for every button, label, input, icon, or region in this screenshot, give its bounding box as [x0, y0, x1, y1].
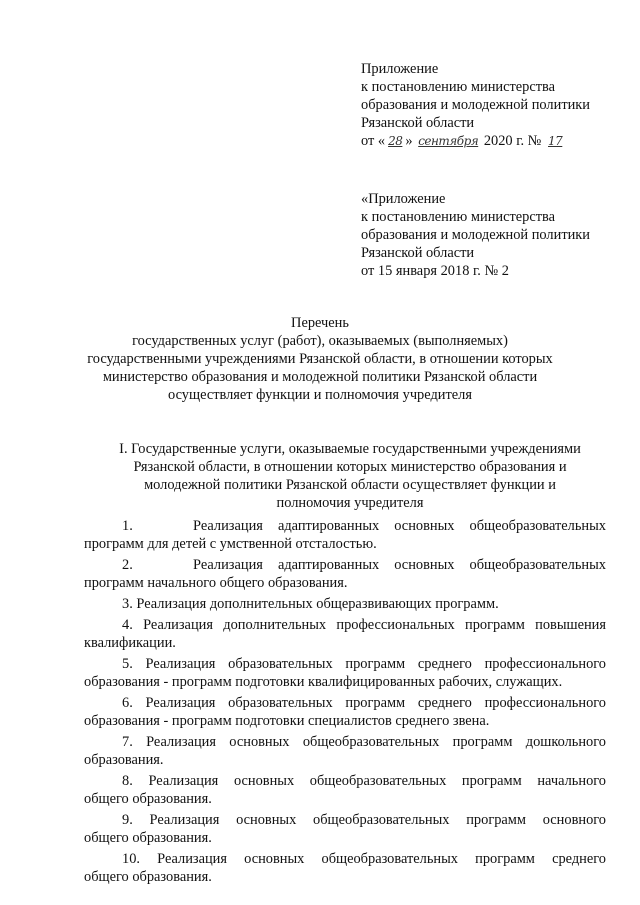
prior-appendix-line: к постановлению министерства [361, 209, 556, 225]
document-title [60, 314, 580, 404]
list-item-line: программ начального общего образования. [84, 575, 348, 591]
appendix-line: образования и молодежной политики [361, 97, 590, 113]
list-item [84, 733, 606, 769]
title-line: министерство образования и молодежной политики Рязанской области [102, 369, 538, 385]
section-line: Рязанской области, в отношении которых министерство образования и [133, 459, 567, 475]
list-item [84, 811, 606, 847]
handwritten-day: 28 [388, 134, 403, 148]
appendix-date-line [361, 132, 631, 150]
list-item-line: 8. Реализация основных общеобразовательных программ начального [122, 773, 606, 789]
prior-appendix-line: Рязанской области [361, 245, 475, 261]
prior-appendix-line: от 15 января 2018 г. № 2 [361, 263, 509, 279]
list-item-line: 3. Реализация дополнительных общеразвивающих программ. [122, 596, 499, 612]
appendix-line: Приложение [361, 61, 439, 77]
list-item-line: программ для детей с умственной отсталостью. [84, 536, 377, 552]
title-line: государственных услуг (работ), оказываемых (выполняемых) [132, 333, 508, 349]
prior-appendix-line: образования и молодежной политики [361, 227, 590, 243]
handwritten-month: сентября [418, 134, 479, 148]
list-item [84, 556, 606, 592]
list-item-line: общего образования. [84, 830, 212, 846]
section-heading [90, 440, 610, 512]
section-line: I. Государственные услуги, оказываемые государственными учреждениями [119, 441, 581, 457]
list-item-line: квалификации. [84, 635, 176, 651]
list-item-line: 7. Реализация основных общеобразовательных программ дошкольного [122, 734, 606, 750]
list-item-line: 9. Реализация основных общеобразовательных программ основного [122, 812, 606, 828]
services-list [84, 517, 606, 889]
appendix-header [361, 60, 631, 150]
appendix-line: Рязанской области [361, 115, 475, 131]
list-item [84, 772, 606, 808]
list-item [84, 655, 606, 691]
list-item [84, 850, 606, 886]
list-item-line: 5. Реализация образовательных программ среднего профессионального [122, 656, 606, 672]
list-item-line: 2. Реализация адаптированных основных общеобразовательных [122, 557, 606, 573]
appendix-line: к постановлению министерства [361, 79, 556, 95]
title-line: осуществляет функции и полномочия учредителя [168, 387, 472, 403]
list-item-line: 6. Реализация образовательных программ среднего профессионального [122, 695, 606, 711]
list-item-line: общего образования. [84, 869, 212, 885]
list-item-line: общего образования. [84, 791, 212, 807]
list-item-line: образования - программ подготовки специалистов среднего звена. [84, 713, 490, 729]
quote-close: » [405, 133, 413, 149]
title-line: государственными учреждениями Рязанской области, в отношении которых [87, 351, 553, 367]
list-item [84, 616, 606, 652]
title-heading: Перечень [291, 315, 349, 331]
prior-appendix-header [361, 190, 631, 280]
list-item-line: 10. Реализация основных общеобразовательных программ среднего [122, 851, 606, 867]
section-line: полномочия учредителя [276, 495, 424, 511]
list-item-line: 1. Реализация адаптированных основных общеобразовательных [122, 518, 606, 534]
list-item [84, 595, 606, 613]
list-item [84, 517, 606, 553]
list-item [84, 694, 606, 730]
date-prefix: от « [361, 133, 386, 149]
handwritten-number: 17 [548, 134, 563, 148]
prior-appendix-line: «Приложение [361, 191, 446, 207]
list-item-line: образования - программ подготовки квалифицированных рабочих, служащих. [84, 674, 563, 690]
list-item-line: образования. [84, 752, 164, 768]
list-item-line: 4. Реализация дополнительных профессиональных программ повышения [122, 617, 606, 633]
date-year: 2020 г. № [483, 133, 542, 149]
section-line: молодежной политики Рязанской области осуществляет функции и [144, 477, 556, 493]
